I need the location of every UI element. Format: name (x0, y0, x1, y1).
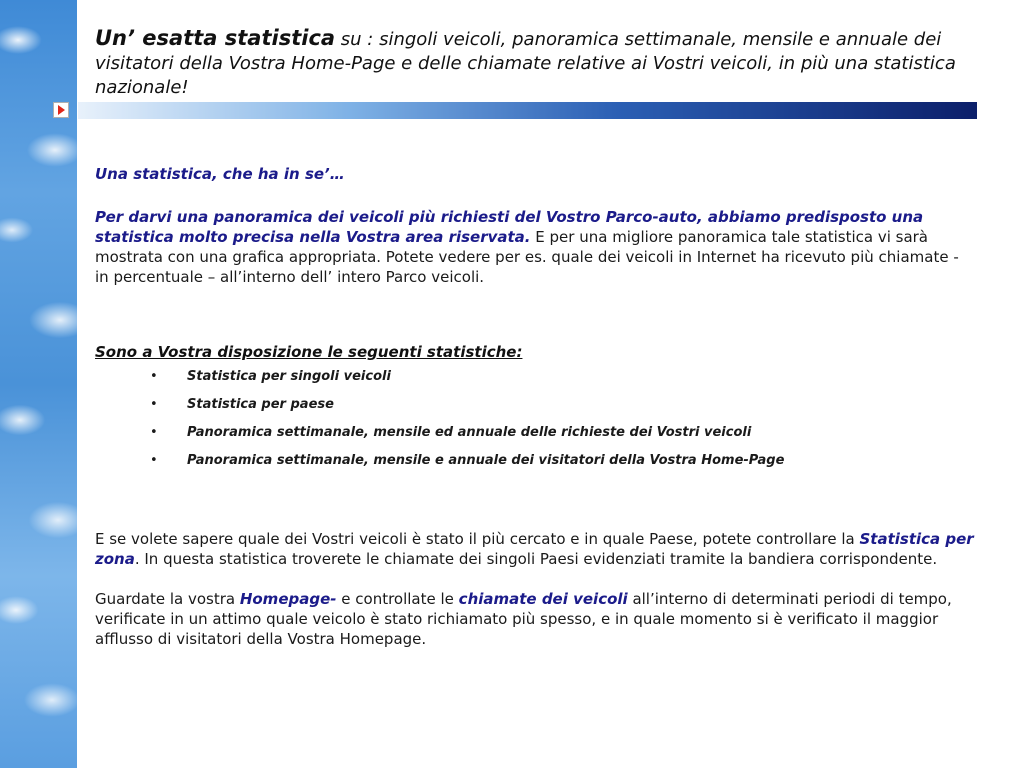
intro-bold-text: Per darvi una panoramica dei veicoli più richiesti del Vostro Parco-auto, abbiamo predisposto una statistica molto precisa nella Vostra area riservata. (95, 208, 924, 246)
list-item-label: Panoramica settimanale, mensile ed annuale delle richieste dei Vostri veicoli (187, 425, 752, 440)
red-triangle-arrow-icon (53, 102, 69, 118)
zone-text-a: E se volete sapere quale dei Vostri veicoli è stato il più cercato e in quale Paese, potete controllare la (95, 530, 860, 548)
zone-text-b: . In questa statistica troverete le chiamate dei singoli Paesi evidenziati tramite la bandiera corrispondente. (134, 550, 938, 568)
list-heading: Sono a Vostra disposizione le seguenti statistiche: (95, 343, 523, 361)
list-item (95, 368, 975, 386)
homepage-text-c: all’interno di determinati periodi di tempo, verificate in un attimo quale veicolo è stato richiamato più spesso, e in quale momento si è verificato il maggior afflusso di visitatori della Vostra Homepage. (95, 590, 952, 648)
homepage-paragraph (95, 589, 975, 649)
bullet-icon: • (150, 369, 158, 384)
list-item-label: Statistica per singoli veicoli (187, 369, 391, 384)
list-item-label: Panoramica settimanale, mensile e annuale dei visitatori della Vostra Home-Page (187, 453, 785, 468)
bullet-icon: • (150, 397, 158, 412)
list-item (95, 452, 975, 470)
statistica-per-zona-link[interactable]: Statistica per zona (95, 530, 974, 568)
homepage-text-b: e controllate le (336, 590, 459, 608)
list-item (95, 424, 975, 442)
title-bold: Un’ esatta statistica (95, 26, 336, 50)
intro-heading: Una statistica, che ha in se’… (95, 165, 345, 183)
homepage-link[interactable]: Homepage- (239, 590, 337, 608)
zone-paragraph (95, 529, 975, 569)
homepage-text-a: Guardate la vostra (95, 590, 240, 608)
header-gradient-bar (78, 102, 977, 119)
chiamate-veicoli-link[interactable]: chiamate dei veicoli (458, 590, 628, 608)
main-content (95, 164, 975, 649)
title-rest: su : singoli veicoli, panoramica settimanale, mensile e annuale dei visitatori della Vostra Home-Page e delle chiamate relative ai Vostri veicoli, in più una statistica nazionale! (95, 29, 956, 98)
bullet-icon: • (150, 425, 158, 440)
list-item-label: Statistica per paese (187, 397, 334, 412)
intro-paragraph (95, 207, 975, 287)
bullet-icon: • (150, 453, 158, 468)
list-item (95, 396, 975, 414)
page-title (95, 26, 1000, 100)
statistics-list (95, 368, 975, 470)
intro-text: E per una migliore panoramica tale statistica vi sarà mostrata con una grafica appropriata. Potete vedere per es. quale dei veicoli in Internet ha ricevuto più chiamate - in percentuale – all’interno dell’ intero Parco veicoli. (95, 228, 959, 286)
